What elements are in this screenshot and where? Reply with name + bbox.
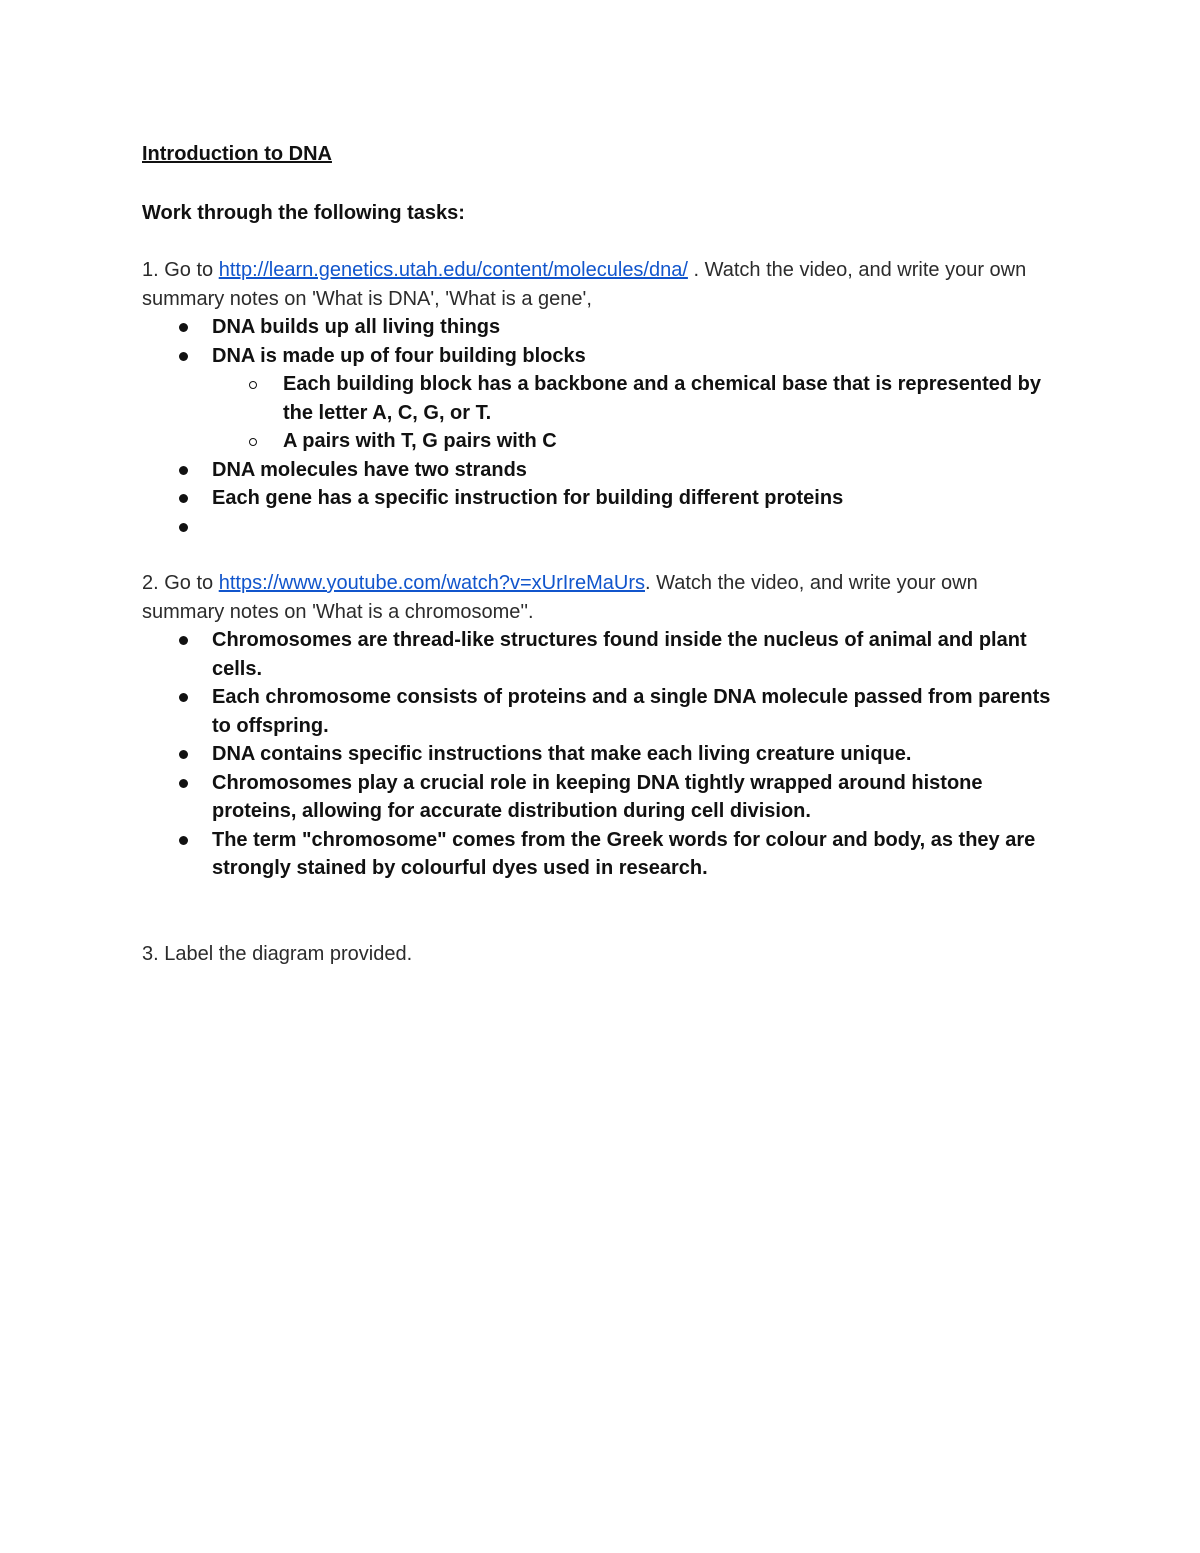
bullet-dot-icon	[179, 693, 188, 702]
task-1-link[interactable]: http://learn.genetics.utah.edu/content/molecules/dna/	[218, 259, 688, 281]
list-item	[142, 626, 1057, 683]
list-item-text: Chromosomes are thread-like structures found inside the nucleus of animal and plant cells.	[212, 629, 1027, 680]
bullet-dot-icon	[179, 779, 188, 788]
list-item-text: DNA builds up all living things	[212, 316, 501, 338]
list-item	[142, 683, 1057, 740]
sub-list-item-text: Each building block has a backbone and a chemical base that is represented by the letter A, C, G, or T.	[283, 373, 1042, 424]
list-item	[142, 456, 1057, 485]
task-2-suffix: . Watch the video, and write your own summary notes on 'What is a chromosome''.	[142, 572, 978, 623]
task-2-bullet-list	[142, 626, 1057, 883]
task-2-prefix: 2. Go to	[142, 572, 219, 594]
bullet-dot-icon	[179, 523, 188, 532]
task-2-link[interactable]: https://www.youtube.com/watch?v=xUrIreMaUrs	[218, 572, 645, 594]
bullet-dot-icon	[179, 836, 188, 845]
sub-list-item	[212, 370, 1057, 427]
spacer	[142, 883, 1057, 940]
bullet-circle-icon	[249, 438, 257, 446]
bullet-dot-icon	[179, 750, 188, 759]
task-2-text	[142, 569, 1057, 626]
list-item-text: DNA contains specific instructions that make each living creature unique.	[212, 743, 912, 765]
bullet-dot-icon	[179, 352, 188, 361]
bullet-circle-icon	[249, 381, 257, 389]
task-1-prefix: 1. Go to	[142, 259, 219, 281]
list-item	[142, 342, 1057, 456]
bullet-dot-icon	[179, 636, 188, 645]
spacer	[142, 541, 1057, 569]
document-title: Introduction to DNA	[142, 143, 332, 165]
list-item	[142, 826, 1057, 883]
bullet-dot-icon	[179, 323, 188, 332]
list-item	[142, 484, 1057, 513]
document-content	[142, 140, 1057, 968]
list-item	[142, 313, 1057, 342]
list-item-text: Each chromosome consists of proteins and a single DNA molecule passed from parents to offspring.	[212, 686, 1051, 737]
task-3-text: 3. Label the diagram provided.	[142, 942, 413, 965]
list-item	[142, 513, 1057, 542]
task-1-suffix: . Watch the video, and write your own summary notes on 'What is DNA', 'What is a gene',	[142, 259, 1027, 310]
list-item	[142, 769, 1057, 826]
list-item-text: The term "chromosome" comes from the Greek words for colour and body, as they are strongly stained by colourful dyes used in research.	[212, 828, 1036, 879]
sub-list-item-text: A pairs with T, G pairs with C	[283, 430, 557, 452]
task-1-bullet-list	[142, 313, 1057, 541]
instructions-heading: Work through the following tasks:	[142, 201, 465, 224]
bullet-dot-icon	[179, 466, 188, 475]
sub-list-item	[212, 427, 1057, 456]
list-item-text: Each gene has a specific instruction for building different proteins	[212, 487, 844, 509]
bullet-dot-icon	[179, 494, 188, 503]
task-1-text	[142, 256, 1057, 313]
task-1-sub-bullet-list	[212, 370, 1057, 456]
list-item	[142, 740, 1057, 769]
list-item-text: DNA is made up of four building blocks	[212, 344, 586, 367]
list-item-text: Chromosomes play a crucial role in keeping DNA tightly wrapped around histone proteins, allowing for accurate distribution during cell division.	[212, 771, 983, 822]
list-item-text: DNA molecules have two strands	[212, 458, 527, 481]
